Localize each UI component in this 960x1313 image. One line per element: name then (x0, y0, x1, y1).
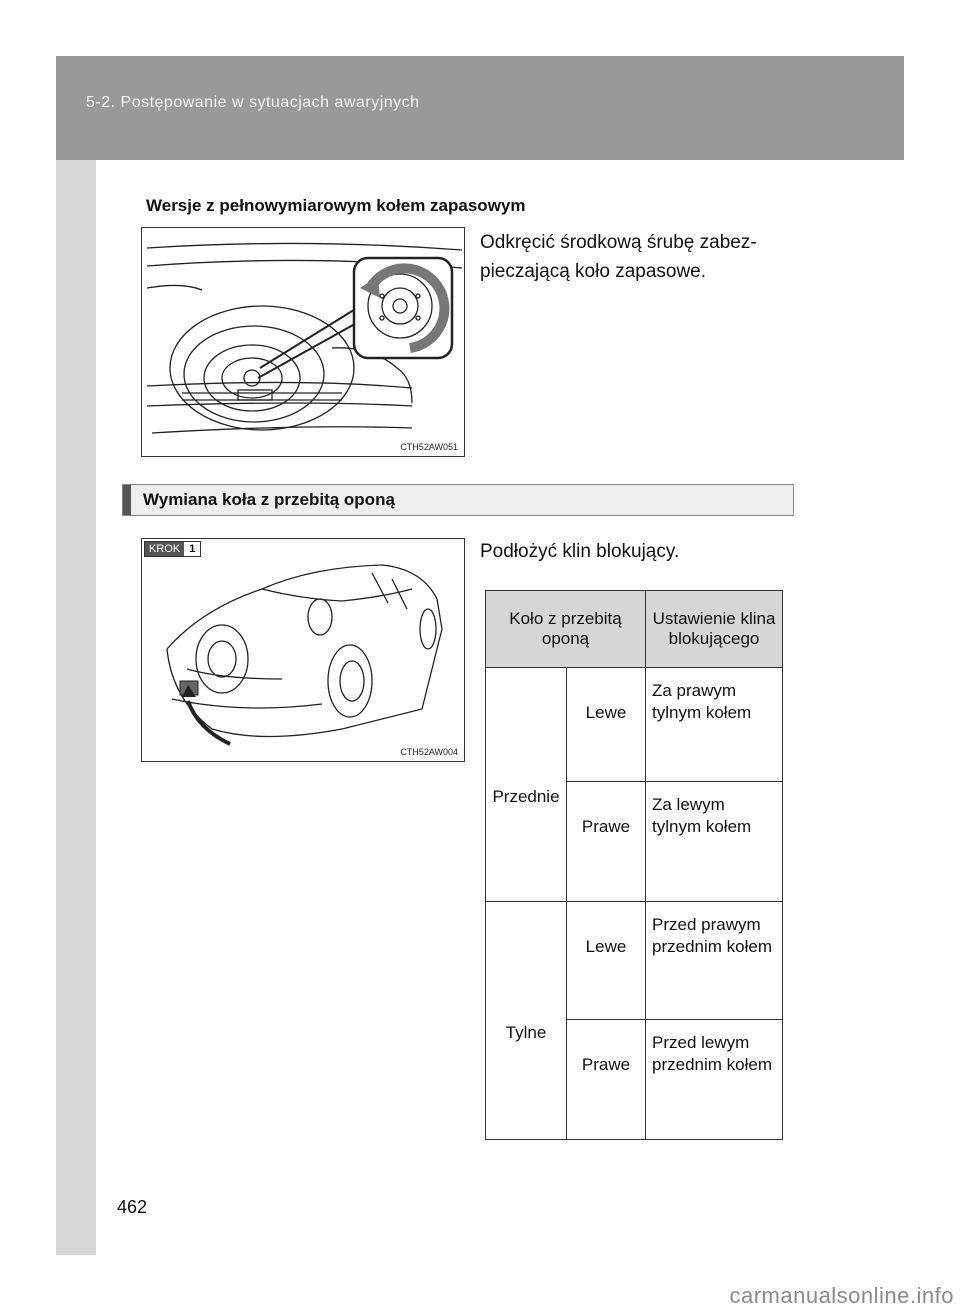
wheel-chock-illustration (141, 538, 465, 762)
watermark: carmanualsonline.info (729, 1283, 954, 1308)
section-title: Wymiana koła z przebitą oponą (143, 490, 395, 509)
axle-cell: Przednie (486, 668, 567, 902)
section-heading (122, 484, 794, 516)
spare-wheel-subtitle: Wersje z pełnowymiarowym kołem zapasowym (146, 196, 526, 215)
position-cell: Przed prawym przednim kołem (646, 902, 783, 1020)
figure-code: CTH52AW004 (400, 747, 458, 757)
table-header: Koło z przebitą oponą (486, 591, 646, 668)
side-cell: Lewe (567, 902, 646, 1020)
spare-wheel-illustration (141, 227, 465, 457)
axle-cell: Tylne (486, 902, 567, 1140)
trunk-spare-wheel-drawing (142, 228, 464, 456)
figure-code: CTH52AW051 (400, 442, 458, 452)
step-instruction: Podłożyć klin blokujący. (480, 541, 680, 562)
position-cell: Przed lewym przednim kołem (646, 1020, 783, 1140)
side-cell: Lewe (567, 668, 646, 782)
page-header (56, 56, 904, 160)
section-marker (123, 485, 131, 515)
table-header: Ustawienie klina blokującego (646, 591, 783, 668)
page-sidebar-strip (56, 160, 96, 1255)
car-chock-drawing (142, 539, 464, 761)
table-header-row (486, 591, 783, 668)
side-cell: Prawe (567, 1020, 646, 1140)
breadcrumb: 5-2. Postępowanie w sytuacjach awaryjnych (86, 94, 420, 111)
wheel-chock-table (485, 590, 783, 1140)
step-number: 1 (184, 542, 200, 556)
position-cell: Za prawym tylnym kołem (646, 668, 783, 782)
side-cell: Prawe (567, 782, 646, 902)
spare-wheel-instruction: Odkręcić środkową śrubę zabez-pieczającą koło zapasowe. (480, 232, 757, 282)
step-label: KROK (145, 542, 184, 556)
table-row (486, 668, 783, 782)
position-cell: Za lewym tylnym kołem (646, 782, 783, 902)
step-badge (144, 541, 201, 557)
table-row (486, 902, 783, 1020)
page-number: 462 (117, 1197, 148, 1217)
